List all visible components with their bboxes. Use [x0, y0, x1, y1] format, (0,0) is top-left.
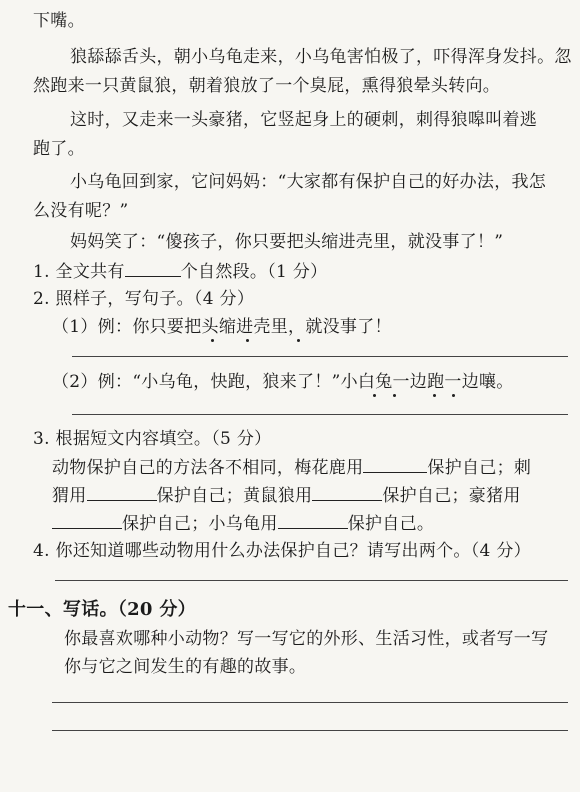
emphasis-dot: [246, 339, 249, 342]
answer-blank[interactable]: [125, 260, 181, 277]
section-11-prompt: 你最喜欢哪种小动物？写一写它的外形、生活习性，或者写一写: [64, 629, 549, 649]
question-2-title: 2. 照样子，写句子。（4 分）: [33, 289, 255, 309]
question-4-title: 4. 你还知道哪些动物用什么办法保护自己？请写出两个。（4 分）: [33, 541, 531, 561]
question-3-text: 保护自己；刺: [427, 458, 532, 478]
question-1: [33, 260, 327, 283]
section-11-prompt: 你与它之间发生的有趣的故事。: [64, 657, 307, 677]
section-11-title: 十一、写话。（20 分）: [8, 599, 196, 620]
question-3-title: 3. 根据短文内容填空。（5 分）: [33, 429, 272, 449]
story-line: 下嘴。: [33, 11, 85, 31]
emphasis-dot: [297, 339, 300, 342]
answer-line[interactable]: [55, 580, 568, 581]
answer-line[interactable]: [72, 356, 568, 357]
answer-blank[interactable]: [312, 484, 382, 501]
question-3-row: [52, 484, 521, 507]
question-3-text: 保护自己；豪猪用: [382, 486, 521, 506]
question-3-text: 保护自己；小乌龟用: [122, 514, 278, 534]
story-line: 跑了。: [33, 139, 85, 159]
question-3-text: 猬用: [52, 486, 87, 506]
emphasis-dot: [211, 339, 214, 342]
question-2-example-2: （2）例：“小乌龟，快跑，狼来了！”小白兔一边跑一边嚷。: [52, 372, 514, 392]
question-3-text: 保护自己。: [347, 514, 435, 534]
question-3-text: 动物保护自己的方法各不相同，梅花鹿用: [52, 458, 364, 478]
emphasis-dot: [452, 394, 455, 397]
emphasis-dot: [393, 394, 396, 397]
story-line: 妈妈笑了：“傻孩子，你只要把头缩进壳里，就没事了！”: [70, 232, 504, 252]
question-3-row: [52, 512, 434, 535]
question-1-text: 1. 全文共有: [33, 262, 125, 282]
question-2-example-1: （1）例：你只要把头缩进壳里，就没事了！: [52, 317, 392, 337]
story-line: 小乌龟回到家，它问妈妈：“大家都有保护自己的好办法，我怎: [70, 172, 547, 192]
emphasis-dot: [433, 394, 436, 397]
story-line: 么没有呢？”: [33, 201, 129, 221]
answer-line[interactable]: [72, 414, 568, 415]
writing-line[interactable]: [52, 702, 568, 703]
story-line: 然跑来一只黄鼠狼，朝着狼放了一个臭屁，熏得狼晕头转向。: [33, 76, 501, 96]
question-3-text: 保护自己；黄鼠狼用: [156, 486, 313, 506]
story-line: 这时，又走来一头豪猪，它竖起身上的硬刺，刺得狼嗥叫着逃: [70, 110, 538, 130]
question-1-text-end: 个自然段。（1 分）: [180, 262, 328, 282]
answer-blank[interactable]: [278, 512, 348, 529]
story-line: 狼舔舔舌头，朝小乌龟走来，小乌龟害怕极了，吓得浑身发抖。忽: [70, 47, 572, 67]
answer-blank[interactable]: [52, 512, 122, 529]
question-3-row: [52, 456, 531, 479]
answer-blank[interactable]: [363, 456, 427, 473]
answer-blank[interactable]: [87, 484, 157, 501]
writing-line[interactable]: [52, 730, 568, 731]
emphasis-dot: [373, 394, 376, 397]
